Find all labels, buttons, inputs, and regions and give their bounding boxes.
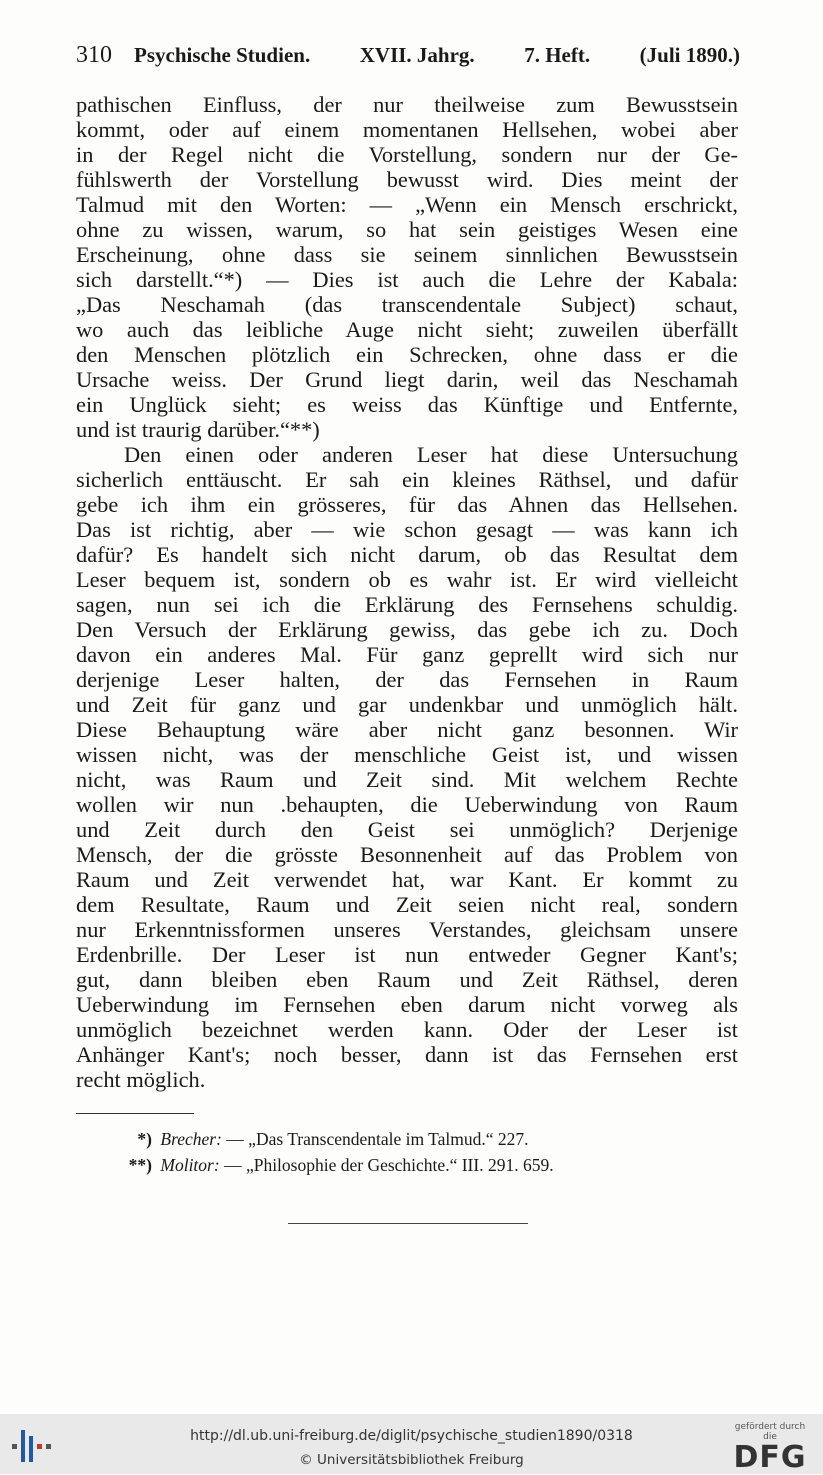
text-line: und Zeit durch den Geist sei unmöglich? Derjenige	[76, 817, 738, 842]
footnote-text: — „Philosophie der Geschichte.“ III. 291. 659.	[224, 1155, 554, 1175]
text-line: pathischen Einfluss, der nur theilweise zum Bewusstsein	[76, 92, 738, 117]
journal-date: (Juli 1890.)	[639, 43, 740, 67]
text-line: Den Versuch der Erklärung gewiss, das gebe ich zu. Doch	[76, 617, 738, 642]
text-line: und Zeit für ganz und gar undenkbar und unmöglich hält.	[76, 692, 738, 717]
viewer-footer	[0, 1414, 823, 1474]
permalink-url[interactable]: http://dl.ub.uni-freiburg.de/diglit/psychische_studien1890/0318	[190, 1428, 633, 1444]
footnote-mark: **)	[128, 1155, 152, 1175]
footnote-author: Brecher:	[160, 1129, 222, 1149]
text-line: Diese Behauptung wäre aber nicht ganz besonnen. Wir	[76, 717, 738, 742]
text-line: in der Regel nicht die Vorstellung, sondern nur der Ge-	[76, 142, 738, 167]
text-line: Anhänger Kant's; noch besser, dann ist das Fernsehen erst	[76, 1042, 738, 1067]
journal-issue: 7. Heft.	[524, 43, 591, 67]
footnote-2	[116, 1152, 736, 1178]
text-line: sich darstellt.“*) — Dies ist auch die Lehre der Kabala:	[76, 267, 738, 292]
text-line: kommt, oder auf einem momentanen Hellsehen, wobei aber	[76, 117, 738, 142]
text-line: Leser bequem ist, sondern ob es wahr ist. Er wird vielleicht	[76, 567, 738, 592]
text-line: Den einen oder anderen Leser hat diese Untersuchung	[124, 442, 738, 467]
text-line: nur Erkenntnissformen unseres Verstandes, gleichsam unsere	[76, 917, 738, 942]
text-line: fühlswerth der Vorstellung bewusst wird. Dies meint der	[76, 167, 738, 192]
text-line: wollen wir nun .behaupten, die Ueberwindung von Raum	[76, 792, 738, 817]
text-line: sicherlich enttäuscht. Er sah ein kleines Räthsel, und dafür	[76, 467, 738, 492]
page-number: 310	[76, 42, 112, 68]
footnote-author: Molitor:	[160, 1155, 220, 1175]
text-line: Ursache weiss. Der Grund liegt darin, weil das Neschamah	[76, 367, 738, 392]
dfg-logo	[727, 1422, 813, 1475]
text-line: davon ein anderes Mal. Für ganz geprellt wird sich nur	[76, 642, 738, 667]
text-line: Erscheinung, ohne dass sie seinem sinnlichen Bewusstsein	[76, 242, 738, 267]
dfg-tagline: gefördert durch die	[734, 1422, 806, 1442]
end-rule	[288, 1223, 528, 1224]
journal-volume: XVII. Jahrg.	[359, 43, 475, 67]
footnote-rule	[76, 1113, 194, 1114]
running-head	[76, 42, 740, 72]
body-text	[76, 92, 738, 1092]
text-line: Mensch, der die grösste Besonnenheit auf das Problem von	[76, 842, 738, 867]
text-line: ohne zu wissen, warum, so hat sein geistiges Wesen eine	[76, 217, 738, 242]
text-line: wissen nicht, was der menschliche Geist ist, und wissen	[76, 742, 738, 767]
text-line: gebe ich ihm ein grösseres, für das Ahnen das Hellsehen.	[76, 492, 738, 517]
text-line: den Menschen plötzlich ein Schrecken, ohne dass er die	[76, 342, 738, 367]
text-line: und ist traurig darüber.“**)	[76, 417, 320, 442]
text-line: ein Unglück sieht; es weiss das Künftige und Entfernte,	[76, 392, 738, 417]
text-line: Raum und Zeit verwendet hat, war Kant. Er kommt zu	[76, 867, 738, 892]
dfg-logo-text: DFG	[733, 1440, 807, 1475]
text-line: gut, dann bleiben eben Raum und Zeit Räthsel, deren	[76, 967, 738, 992]
footnote-text: — „Das Transcendentale im Talmud.“ 227.	[226, 1129, 529, 1149]
text-line: recht möglich.	[76, 1067, 206, 1092]
text-line: Das ist richtig, aber — wie schon gesagt — was kann ich	[76, 517, 738, 542]
running-title	[134, 43, 740, 68]
text-line: Ueberwindung im Fernsehen eben darum nicht vorweg als	[76, 992, 738, 1017]
footnotes	[116, 1126, 736, 1178]
text-line: dafür? Es handelt sich nicht darum, ob das Resultat dem	[76, 542, 738, 567]
text-line: unmöglich bezeichnet werden kann. Oder der Leser ist	[76, 1017, 738, 1042]
text-line: sagen, nun sei ich die Erklärung des Fernsehens schuldig.	[76, 592, 738, 617]
text-line: wo auch das leibliche Auge nicht sieht; zuweilen überfällt	[76, 317, 738, 342]
copyright-text: © Universitätsbibliothek Freiburg	[299, 1452, 524, 1468]
text-line: nicht, was Raum und Zeit sind. Mit welchem Rechte	[76, 767, 738, 792]
footnote-mark: *)	[137, 1129, 152, 1149]
text-line: Erdenbrille. Der Leser ist nun entweder Gegner Kant's;	[76, 942, 738, 967]
text-line: Talmud mit den Worten: — „Wenn ein Mensch erschrickt,	[76, 192, 738, 217]
footnote-1	[116, 1126, 736, 1152]
text-line: „Das Neschamah (das transcendentale Subject) schaut,	[76, 292, 738, 317]
text-line: dem Resultate, Raum und Zeit seien nicht real, sondern	[76, 892, 738, 917]
text-line: derjenige Leser halten, der das Fernsehen in Raum	[76, 667, 738, 692]
journal-name: Psychische Studien.	[134, 43, 311, 67]
